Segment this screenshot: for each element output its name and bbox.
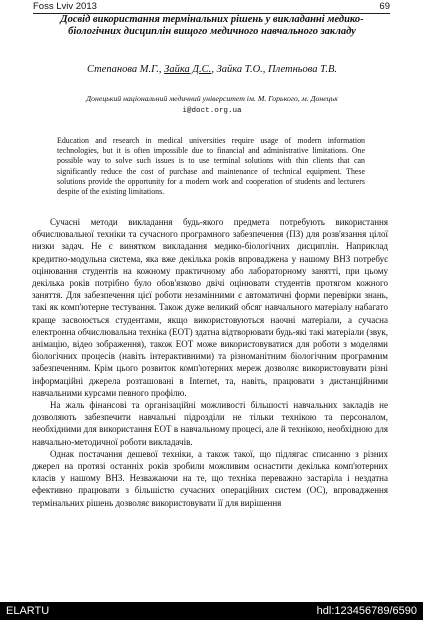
- body-paragraph: Однак постачання дешевої техніки, а також такої, що підлягає списанню з різних джерел на протязі останніх років зробили можливим оснастити декілька комп'ютерних класів у нашому ВНЗ. Незважаючи на те, що техніка переважно застаріла і нездатна ефективно працювати з більшістю сучасних операційних систем (ОС), впровадження термінальних рішень дозволяє використовувати її для вирішення: [32, 448, 388, 508]
- author-first: Степанова М.Г.,: [86, 64, 165, 75]
- body-paragraph: На жаль фінансові та організаційні можливості більшості навчальних закладів не дозволяють забезпечити навчальні підрозділи не тільки технікою та персоналом, необхідними для використання ЕОТ в навчальному процесі, але й технікою, необхідною для навчально-методичної роботи викладачів.: [32, 400, 388, 447]
- running-header: [33, 1, 390, 14]
- page-number: 69: [379, 1, 390, 12]
- author-highlighted: Зайка Д.С.: [164, 64, 212, 75]
- body-paragraph: Сучасні методи викладання будь-якого предмета потребують використання обчислювальної техніки та сучасного програмного забезпечення (ПЗ) для розв'язання цілої низки задач. Не є винятком викладання медико-біологічних дисциплін. Наприклад кредитно-модульна система, яка вже декілька років впроваджена у нашому ВНЗ потребує оцінювання студентів на кожному практичному або лабораторному занятті, при цьому декілька років потрібно було обов'язково двічі оцінювати студентів протягом кожного заняття. Для забезпечення цієї роботи незамінними є автоматичні форми перевірки знань, такі як комп'ютерне тестування. Також дуже великий обсяг навчального матеріалу набагато краще засвоюється студентами, якщо використовуються наочні матеріали, а сучасна електронна обчислювальна техніка (ЕОТ) здатна відтворювати будь-які такі матеріали (звук, анімацію, відео зображення), також ЕОТ може використовуватися для роботи з моделями біологічних процесів (навіть інтерактивними) та різноманітним біологічним програмним забезпеченням. Крім цього розвиток комп'ютерних мереж дозволяє використовувати різні інформаційні джерела розташовані в Internet, та, навіть, працювати з дистанційними навчальними курсами певного профілю.: [32, 217, 388, 398]
- affiliation: Донецький національний медичний університет ім. М. Горького, м. Донецьк: [86, 94, 338, 103]
- author-rest: , Зайка Т.О., Плетньова Т.В.: [211, 64, 338, 75]
- contact-email: i@doct.org.ua: [182, 107, 242, 115]
- author-list: [36, 64, 388, 76]
- abstract: Education and research in medical universities require usage of modern information technologies, but it is often impossible due to financial and administrative limitations. One possible way to solve such issues is to use terminal solutions with thin clients that can significantly reduce the cost of purchase and maintenance of technical equipment. These solutions provide the opportunity for a modern work and cooperation of students and lecturers despite of the existing limitations.: [57, 136, 365, 197]
- journal-name: Foss Lviv 2013: [33, 1, 97, 12]
- footer-bar: [0, 602, 423, 620]
- body-text: [32, 216, 388, 509]
- article-title: Досвід використання термінальних рішень у викладанні медико-біологічних дисциплін вищого медичного навчального закладу: [60, 14, 364, 37]
- handle-identifier: hdl:123456789/6590: [316, 605, 417, 617]
- repository-label: ELARTU: [6, 605, 50, 617]
